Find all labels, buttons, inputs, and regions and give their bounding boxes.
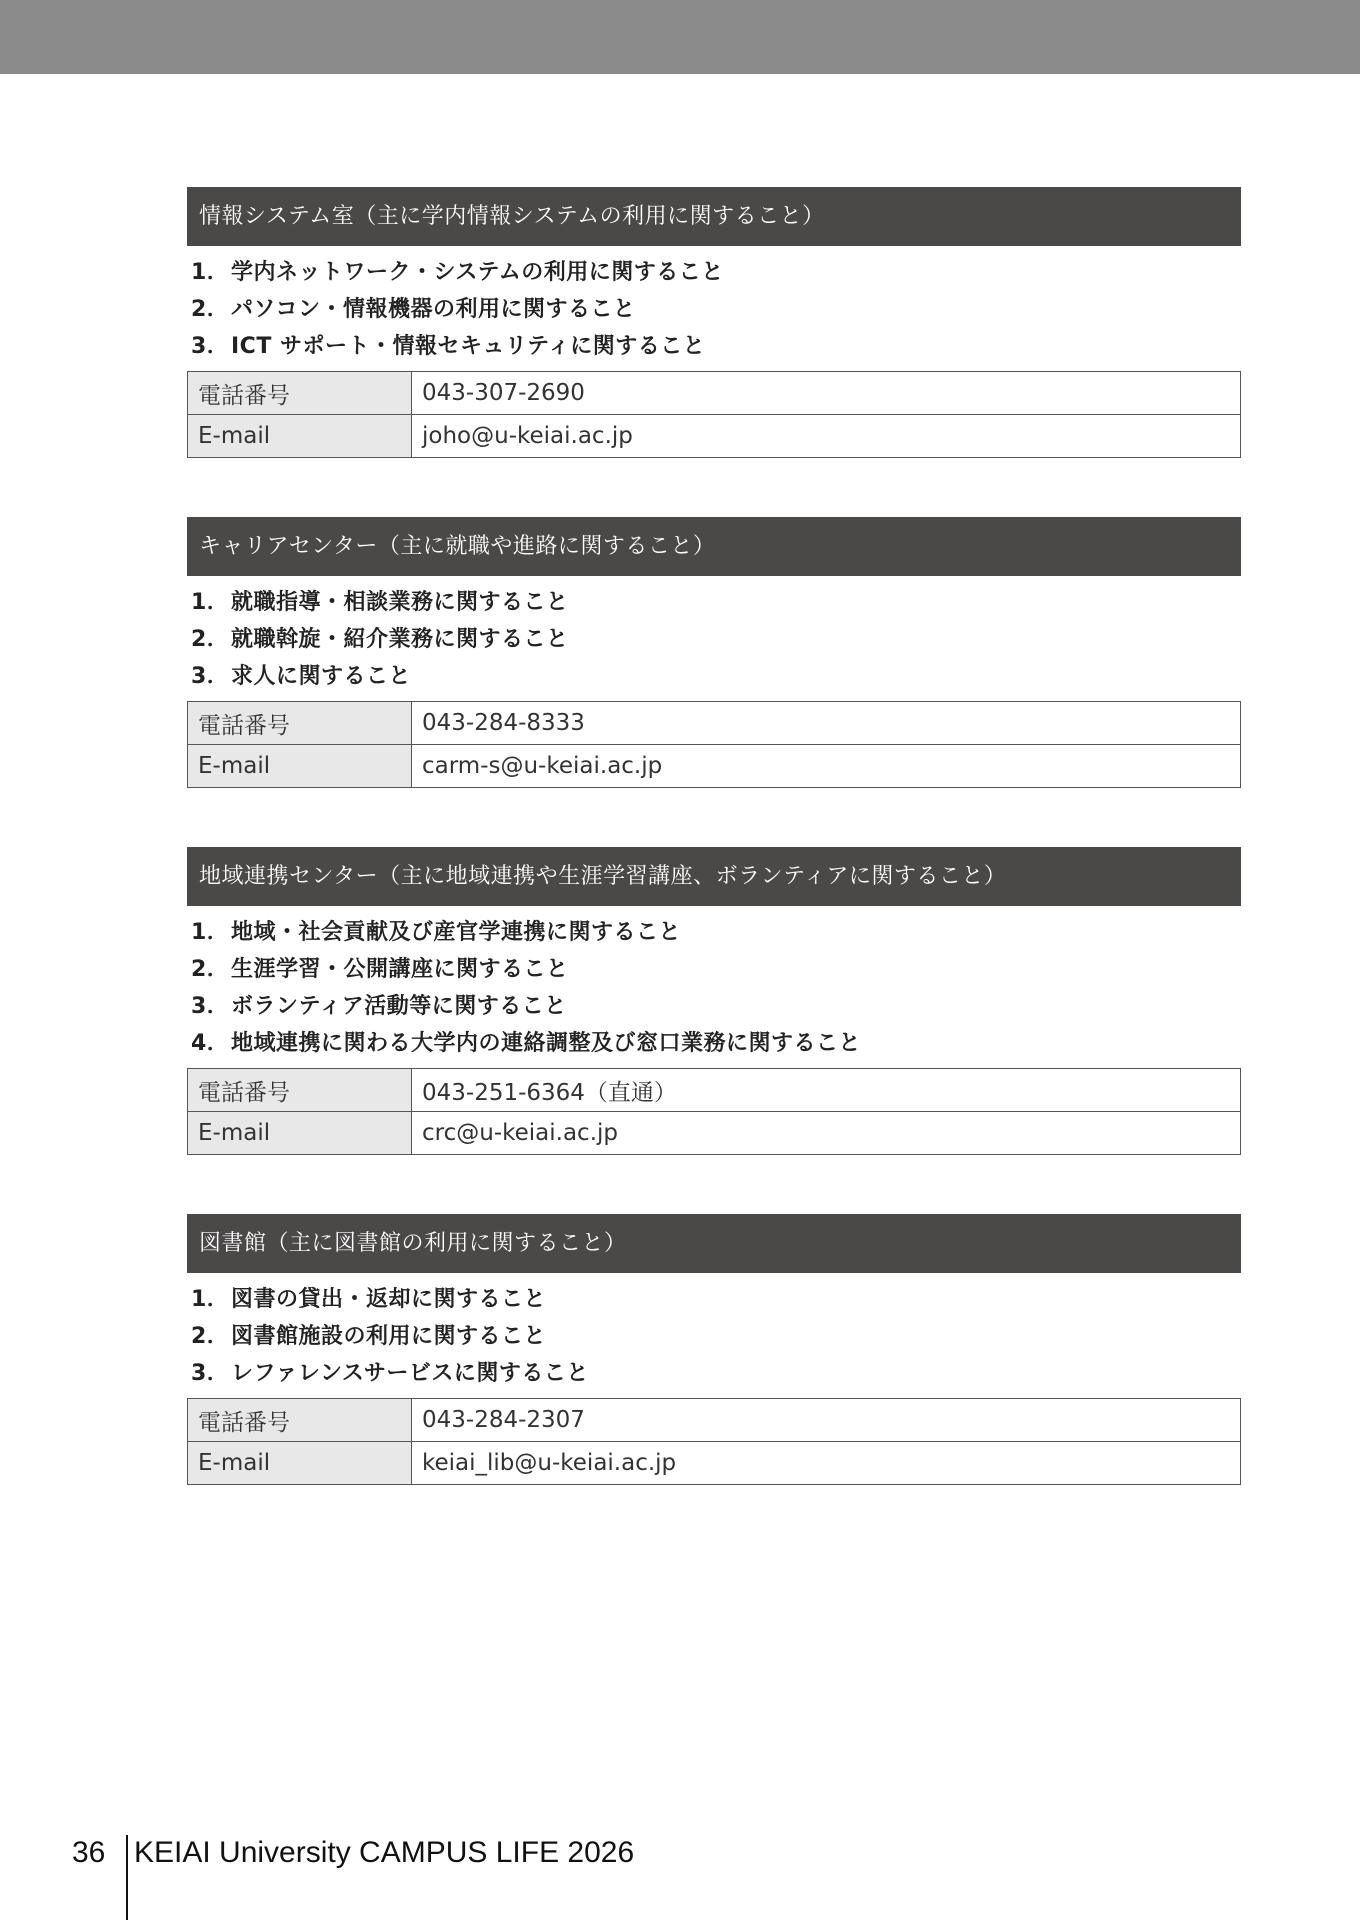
page-number: 36 <box>72 1836 106 1869</box>
table-row <box>188 1069 1241 1112</box>
section-info-systems <box>187 187 1241 458</box>
table-row <box>188 702 1241 745</box>
section-library <box>187 1214 1241 1485</box>
item-number: 4． <box>191 1031 230 1056</box>
table-row <box>188 745 1241 788</box>
list-item <box>191 621 1241 658</box>
email-label: E-mail <box>188 745 412 788</box>
item-list <box>187 906 1241 1068</box>
item-number: 2． <box>191 627 230 652</box>
table-row <box>188 372 1241 415</box>
item-list <box>187 246 1241 371</box>
item-number: 3． <box>191 664 230 689</box>
email-label: E-mail <box>188 415 412 458</box>
phone-value: 043-284-8333 <box>412 702 1241 745</box>
item-number: 1． <box>191 260 230 285</box>
item-number: 2． <box>191 1324 230 1349</box>
list-item <box>191 914 1241 951</box>
list-item <box>191 584 1241 621</box>
item-text: 図書館施設の利用に関すること <box>231 1324 547 1349</box>
table-row <box>188 1442 1241 1485</box>
item-text: レファレンスサービスに関すること <box>231 1361 589 1386</box>
phone-value: 043-284-2307 <box>412 1399 1241 1442</box>
item-number: 1． <box>191 590 230 615</box>
item-number: 2． <box>191 297 230 322</box>
list-item <box>191 1318 1241 1355</box>
phone-value: 043-251-6364（直通） <box>412 1069 1241 1112</box>
item-text: ボランティア活動等に関すること <box>231 994 567 1019</box>
section-title: 情報システム室（主に学内情報システムの利用に関すること） <box>187 187 1241 246</box>
list-item <box>191 254 1241 291</box>
list-item <box>191 328 1241 365</box>
list-item <box>191 291 1241 328</box>
contact-table <box>187 371 1241 458</box>
item-number: 3． <box>191 1361 230 1386</box>
item-text: 学内ネットワーク・システムの利用に関すること <box>231 260 724 285</box>
list-item <box>191 1025 1241 1062</box>
item-text: 生涯学習・公開講座に関すること <box>231 957 569 982</box>
item-text: 地域・社会貢献及び産官学連携に関すること <box>231 920 682 945</box>
section-title: 図書館（主に図書館の利用に関すること） <box>187 1214 1241 1273</box>
item-text: 就職斡旋・紹介業務に関すること <box>231 627 569 652</box>
phone-label: 電話番号 <box>188 1069 412 1112</box>
item-text: 地域連携に関わる大学内の連絡調整及び窓口業務に関すること <box>231 1031 862 1056</box>
item-text: パソコン・情報機器の利用に関すること <box>231 297 636 322</box>
item-number: 2． <box>191 957 230 982</box>
email-value[interactable]: crc@u-keiai.ac.jp <box>412 1112 1241 1155</box>
section-regional-collaboration <box>187 847 1241 1155</box>
footer-divider <box>126 1835 128 1920</box>
table-row <box>188 1112 1241 1155</box>
item-list <box>187 1273 1241 1398</box>
item-number: 3． <box>191 994 230 1019</box>
email-value[interactable]: keiai_lib@u-keiai.ac.jp <box>412 1442 1241 1485</box>
footer-title: KEIAI University CAMPUS LIFE 2026 <box>134 1836 635 1869</box>
list-item <box>191 988 1241 1025</box>
list-item <box>191 1281 1241 1318</box>
phone-label: 電話番号 <box>188 1399 412 1442</box>
item-number: 3． <box>191 334 230 359</box>
content <box>187 187 1241 1544</box>
table-row <box>188 1399 1241 1442</box>
table-row <box>188 415 1241 458</box>
list-item <box>191 1355 1241 1392</box>
item-number: 1． <box>191 920 230 945</box>
contact-table <box>187 701 1241 788</box>
item-text: 求人に関すること <box>231 664 412 689</box>
contact-table <box>187 1398 1241 1485</box>
email-value[interactable]: joho@u-keiai.ac.jp <box>412 415 1241 458</box>
list-item <box>191 658 1241 695</box>
section-title: キャリアセンター（主に就職や進路に関すること） <box>187 517 1241 576</box>
item-list <box>187 576 1241 701</box>
email-label: E-mail <box>188 1112 412 1155</box>
section-career-center <box>187 517 1241 788</box>
phone-label: 電話番号 <box>188 372 412 415</box>
phone-label: 電話番号 <box>188 702 412 745</box>
email-label: E-mail <box>188 1442 412 1485</box>
item-text: ICT サポート・情報セキュリティに関すること <box>231 334 706 359</box>
list-item <box>191 951 1241 988</box>
item-number: 1． <box>191 1287 230 1312</box>
top-band <box>0 0 1360 74</box>
section-title: 地域連携センター（主に地域連携や生涯学習講座、ボランティアに関すること） <box>187 847 1241 906</box>
email-value[interactable]: carm-s@u-keiai.ac.jp <box>412 745 1241 788</box>
item-text: 就職指導・相談業務に関すること <box>231 590 569 615</box>
phone-value: 043-307-2690 <box>412 372 1241 415</box>
contact-table <box>187 1068 1241 1155</box>
item-text: 図書の貸出・返却に関すること <box>231 1287 547 1312</box>
